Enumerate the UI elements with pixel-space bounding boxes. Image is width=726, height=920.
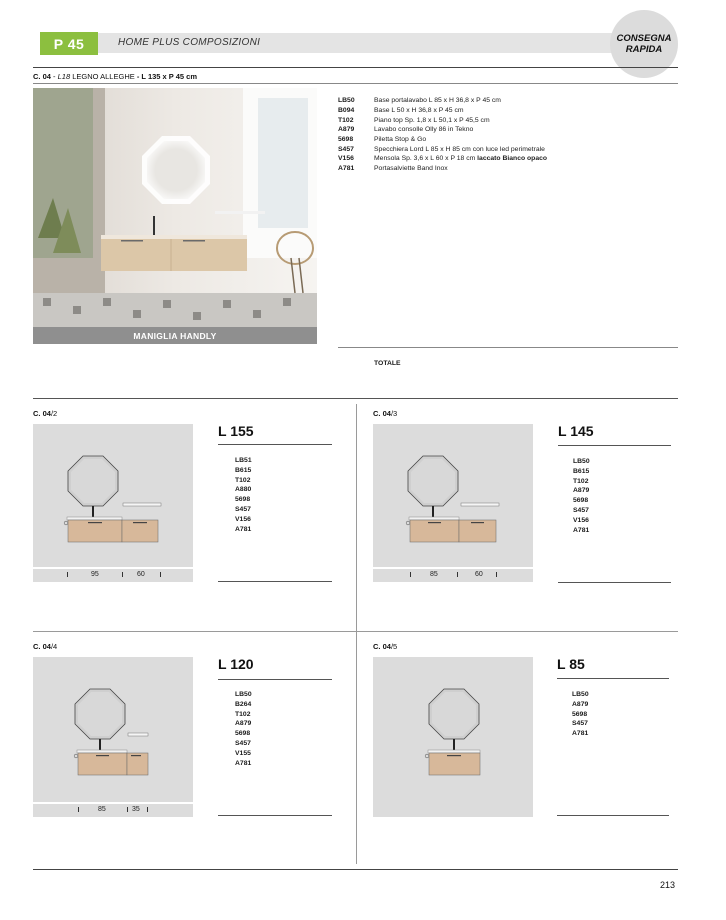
page-code-badge: P 45 [40,32,98,55]
code-item: LB50 [572,691,589,698]
code-item: 5698 [235,730,251,738]
dimension-tick [127,807,128,812]
spec-row [338,115,547,125]
code-item: A880 [235,486,252,494]
comp-size: - L 135 x P 45 cm [136,72,198,81]
dimension-tick [496,572,497,577]
code-item: V156 [235,515,251,523]
code-item: 5698 [235,496,251,504]
header-rule [33,67,678,68]
code-item: V156 [573,516,589,524]
item-desc-bold: laccato Bianco opaco [477,155,548,163]
variants-vertical-divider [356,404,357,864]
code-item: T102 [235,710,251,718]
variant-label [33,409,57,418]
code-item: LB50 [573,458,590,465]
dimension-value: 85 [430,571,438,578]
spec-row [338,154,547,164]
item-code: A781 [338,165,355,173]
dimension-tick [147,807,148,812]
dimension-value: 85 [98,806,106,813]
size-underline [218,444,332,445]
variant-suffix: /5 [390,642,398,651]
dimension-bar [33,569,193,582]
code-item: S457 [235,739,251,747]
variant-size: L 120 [218,656,254,672]
code-item: A879 [235,720,252,728]
spec-row [338,96,547,106]
dimension-tick [160,572,161,577]
item-code: B094 [338,107,355,115]
variants-horizontal-divider [33,631,678,632]
item-code: S457 [338,145,354,153]
variant-prefix: C. 04 [373,409,391,418]
composition-drawing [373,424,533,567]
series-title: HOME PLUS COMPOSIZIONI [118,37,261,48]
comp-sep: - [50,72,58,81]
item-desc: Base L 50 x H 36,8 x P 45 cm [374,107,464,115]
finish-code: L18 [57,72,71,81]
spec-row [338,164,547,174]
photo-caption: MANIGLIA HANDLY [33,327,317,344]
code-item: A781 [572,730,589,738]
variant-code-list [573,457,590,535]
size-underline [557,678,669,679]
section-rule [33,398,678,399]
code-item: V155 [235,749,251,757]
price-line [218,581,332,582]
code-item: T102 [573,477,589,485]
code-item: A781 [573,526,590,534]
item-desc: Lavabo consolle Olly 86 in Tekno [374,126,474,134]
composition-drawing [33,657,193,802]
variant-label [33,642,57,651]
total-rule-top [338,347,678,348]
size-underline [218,679,332,680]
price-line [557,815,669,816]
title-rule [33,83,678,84]
code-item: LB50 [235,691,252,698]
spec-row [338,106,547,116]
dimension-value: 60 [137,571,145,578]
dimension-value: 35 [132,806,140,813]
spec-row [338,125,547,135]
code-item: 5698 [572,710,588,718]
dimension-tick [78,807,79,812]
variant-suffix: /4 [50,642,58,651]
variant-label [373,642,397,651]
badge-line-1: CONSEGNA [616,33,672,44]
item-code: 5698 [338,136,354,144]
code-item: LB51 [235,457,252,464]
price-line [558,582,671,583]
dimension-tick [122,572,123,577]
dimension-value: 95 [91,571,99,578]
footer-rule [33,869,678,870]
item-code: A879 [338,126,355,134]
variant-size: L 155 [218,423,254,439]
spec-row [338,144,547,154]
variant-size: L 145 [558,423,594,439]
item-desc: Piano top Sp. 1,8 x L 50,1 x P 45,5 cm [374,116,490,124]
item-code: V156 [338,155,354,163]
spec-row [338,135,547,145]
variant-code-list [235,690,252,768]
size-underline [558,445,671,446]
variant-code-list [235,456,252,534]
item-desc-text: Mensola Sp. 3,6 x L 60 x P 18 cm [374,155,478,163]
variant-label [373,409,397,418]
code-item: S457 [573,506,589,514]
code-item: A781 [235,525,252,533]
variant-prefix: C. 04 [33,642,51,651]
code-item: A879 [573,487,590,495]
variant-suffix: /3 [390,409,398,418]
code-item: 5698 [573,497,589,505]
dimension-tick [67,572,68,577]
finish-name: LEGNO ALLEGHE [70,72,137,81]
total-label: TOTALE [374,360,401,367]
item-desc: Portasalviette Band Inox [374,165,448,173]
price-line [218,815,332,816]
dimension-tick [457,572,458,577]
page-number: 213 [660,880,676,890]
code-item: T102 [235,476,251,484]
variant-prefix: C. 04 [33,409,51,418]
item-code: LB50 [338,97,355,105]
comp-prefix: C. 04 [33,72,51,81]
code-item: B264 [235,700,252,708]
code-item: A879 [572,700,589,708]
composition-drawing [33,424,193,567]
variant-size: L 85 [557,656,585,672]
badge-line-2: RAPIDA [625,44,663,55]
code-item: B615 [235,466,252,474]
item-desc: Base portalavabo L 85 x H 36,8 x P 45 cm [374,97,501,105]
variant-prefix: C. 04 [373,642,391,651]
bathroom-photo [33,88,317,327]
code-item: S457 [235,505,251,513]
code-item: A781 [235,759,252,767]
composition-title [33,72,197,81]
item-desc: Piletta Stop & Go [374,136,427,144]
dimension-value: 60 [475,571,483,578]
item-desc: Specchiera Lord L 85 x H 85 cm con luce led perimetrale [374,145,545,153]
variant-suffix: /2 [50,409,58,418]
dimension-bar [373,569,533,582]
item-code: T102 [338,116,354,124]
spec-list [338,96,547,174]
variant-code-list [572,690,589,739]
code-item: S457 [572,720,588,728]
code-item: B615 [573,467,590,475]
dimension-bar [33,804,193,817]
dimension-tick [410,572,411,577]
item-desc [374,155,547,162]
composition-drawing [373,657,533,817]
